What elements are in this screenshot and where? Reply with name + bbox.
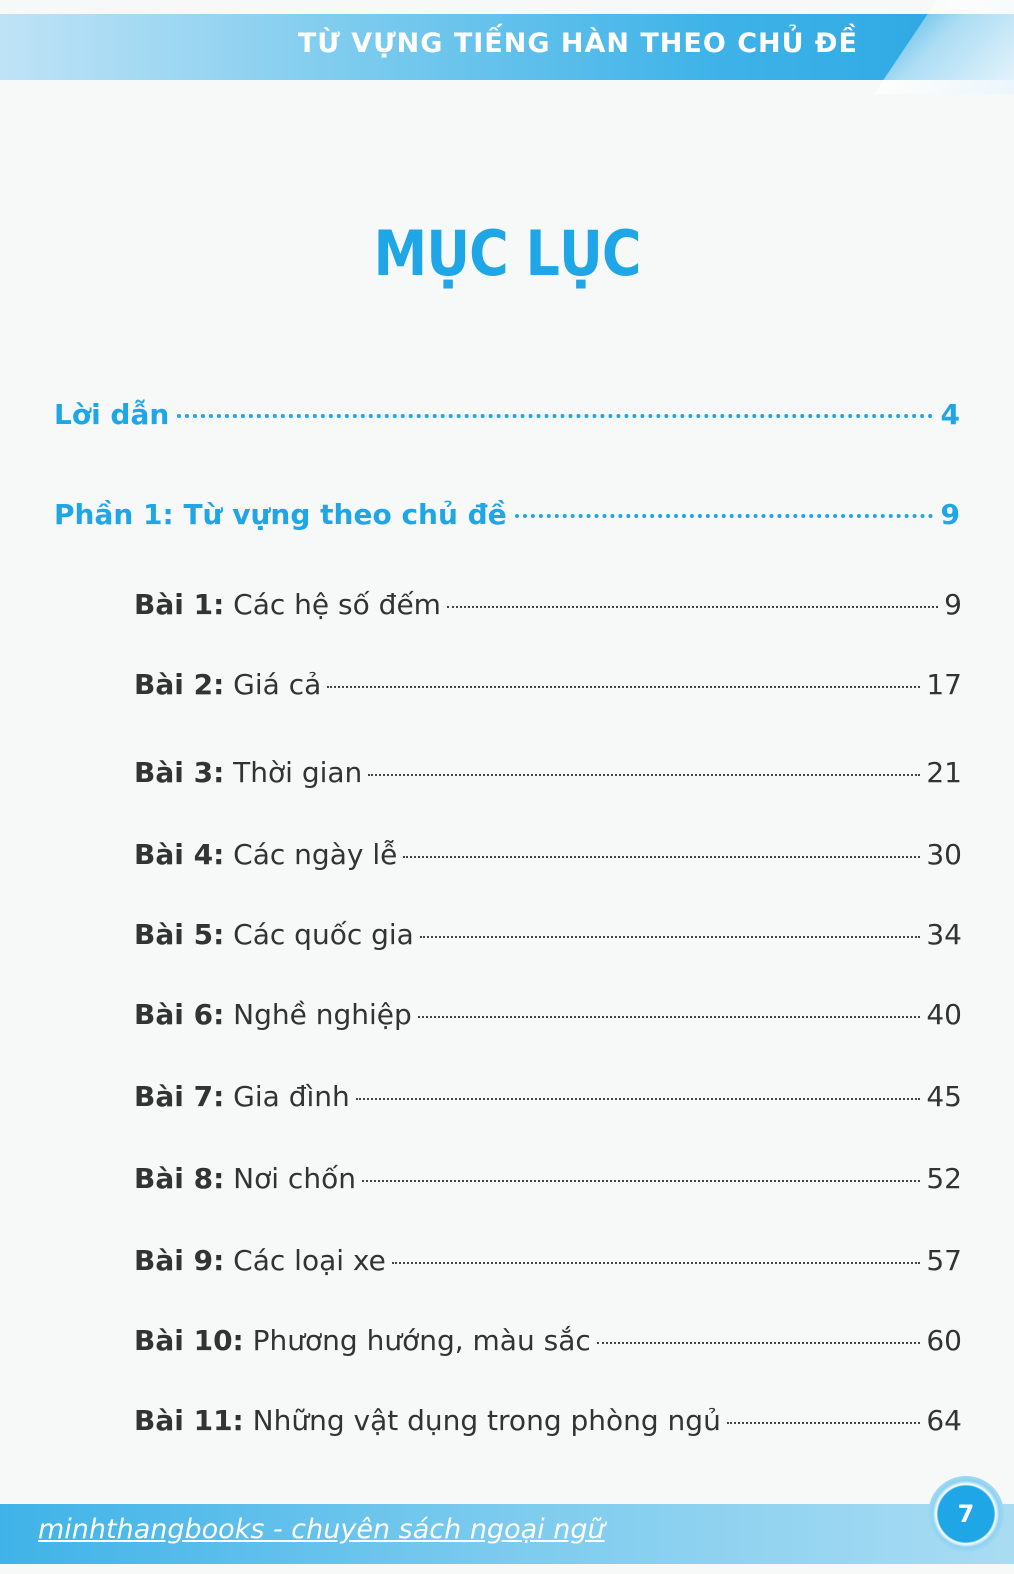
toc-entry-bai-11[interactable]: [134, 1404, 962, 1437]
dot-leader: [368, 774, 920, 776]
page-number: 7: [957, 1500, 975, 1528]
page-title: MỤC LỤC: [373, 217, 641, 290]
dot-leader: [515, 514, 933, 518]
toc-entry-bai-7[interactable]: [134, 1080, 962, 1113]
lesson-title: Các quốc gia: [233, 918, 414, 951]
toc-entry-label: Phần 1: Từ vựng theo chủ đề: [54, 498, 507, 531]
toc-entry-bai-5[interactable]: [134, 918, 962, 951]
toc-page-number: 52: [926, 1162, 962, 1195]
lesson-number: Bài 4:: [134, 838, 225, 871]
page-number-badge: [928, 1476, 1004, 1552]
lesson-title: Thời gian: [233, 756, 363, 789]
toc-page-number: 4: [940, 398, 960, 431]
dot-leader: [420, 936, 921, 938]
lesson-number: Bài 1:: [134, 588, 225, 621]
lesson-number: Bài 8:: [134, 1162, 225, 1195]
toc-page-number: 34: [926, 918, 962, 951]
dot-leader: [392, 1262, 921, 1264]
toc-page-number: 45: [926, 1080, 962, 1113]
dot-leader: [362, 1180, 920, 1182]
dot-leader: [727, 1422, 921, 1424]
toc-page-number: 30: [926, 838, 962, 871]
dot-leader: [403, 856, 920, 858]
lesson-title: Giá cả: [233, 668, 322, 701]
toc-page-number: 60: [926, 1324, 962, 1357]
lesson-number: Bài 5:: [134, 918, 225, 951]
toc-page-number: 40: [926, 998, 962, 1031]
toc-page-number: 17: [926, 668, 962, 701]
lesson-title: Phương hướng, màu sắc: [252, 1324, 591, 1357]
lesson-number: Bài 3:: [134, 756, 225, 789]
toc-page-number: 64: [926, 1404, 962, 1437]
toc-entry-bai-8[interactable]: [134, 1162, 962, 1195]
lesson-number: Bài 2:: [134, 668, 225, 701]
toc-page-number: 21: [926, 756, 962, 789]
lesson-number: Bài 10:: [134, 1324, 244, 1357]
toc-page-number: 9: [940, 498, 960, 531]
dot-leader: [447, 606, 938, 608]
publisher-footer: minhthangbooks - chuyên sách ngoại ngữ: [38, 1514, 605, 1545]
lesson-title: Nơi chốn: [233, 1162, 356, 1195]
lesson-number: Bài 7:: [134, 1080, 225, 1113]
toc-entry-loi-dan[interactable]: [54, 398, 960, 431]
toc-entry-bai-10[interactable]: [134, 1324, 962, 1357]
toc-entry-bai-9[interactable]: [134, 1244, 962, 1277]
toc-page-number: 57: [926, 1244, 962, 1277]
toc-page-number: 9: [944, 588, 962, 621]
dot-leader: [177, 414, 932, 418]
toc-entry-bai-4[interactable]: [134, 838, 962, 871]
dot-leader: [418, 1016, 921, 1018]
book-title: TỪ VỰNG TIẾNG HÀN THEO CHỦ ĐỀ: [297, 28, 858, 59]
toc-entry-bai-1[interactable]: [134, 588, 962, 621]
toc-entry-phan-1[interactable]: [54, 498, 960, 531]
lesson-title: Các loại xe: [233, 1244, 386, 1277]
toc-entry-bai-2[interactable]: [134, 668, 962, 701]
lesson-title: Những vật dụng trong phòng ngủ: [252, 1404, 721, 1437]
lesson-title: Các ngày lễ: [233, 838, 398, 871]
lesson-number: Bài 6:: [134, 998, 225, 1031]
dot-leader: [597, 1342, 921, 1344]
lesson-number: Bài 9:: [134, 1244, 225, 1277]
toc-entry-bai-6[interactable]: [134, 998, 962, 1031]
toc-entry-label: Lời dẫn: [54, 398, 170, 431]
lesson-title: Gia đình: [233, 1080, 350, 1113]
dot-leader: [327, 686, 920, 688]
dot-leader: [356, 1098, 921, 1100]
toc-entry-bai-3[interactable]: [134, 756, 962, 789]
lesson-title: Nghề nghiệp: [233, 998, 412, 1031]
lesson-title: Các hệ số đếm: [233, 588, 441, 621]
lesson-number: Bài 11:: [134, 1404, 244, 1437]
